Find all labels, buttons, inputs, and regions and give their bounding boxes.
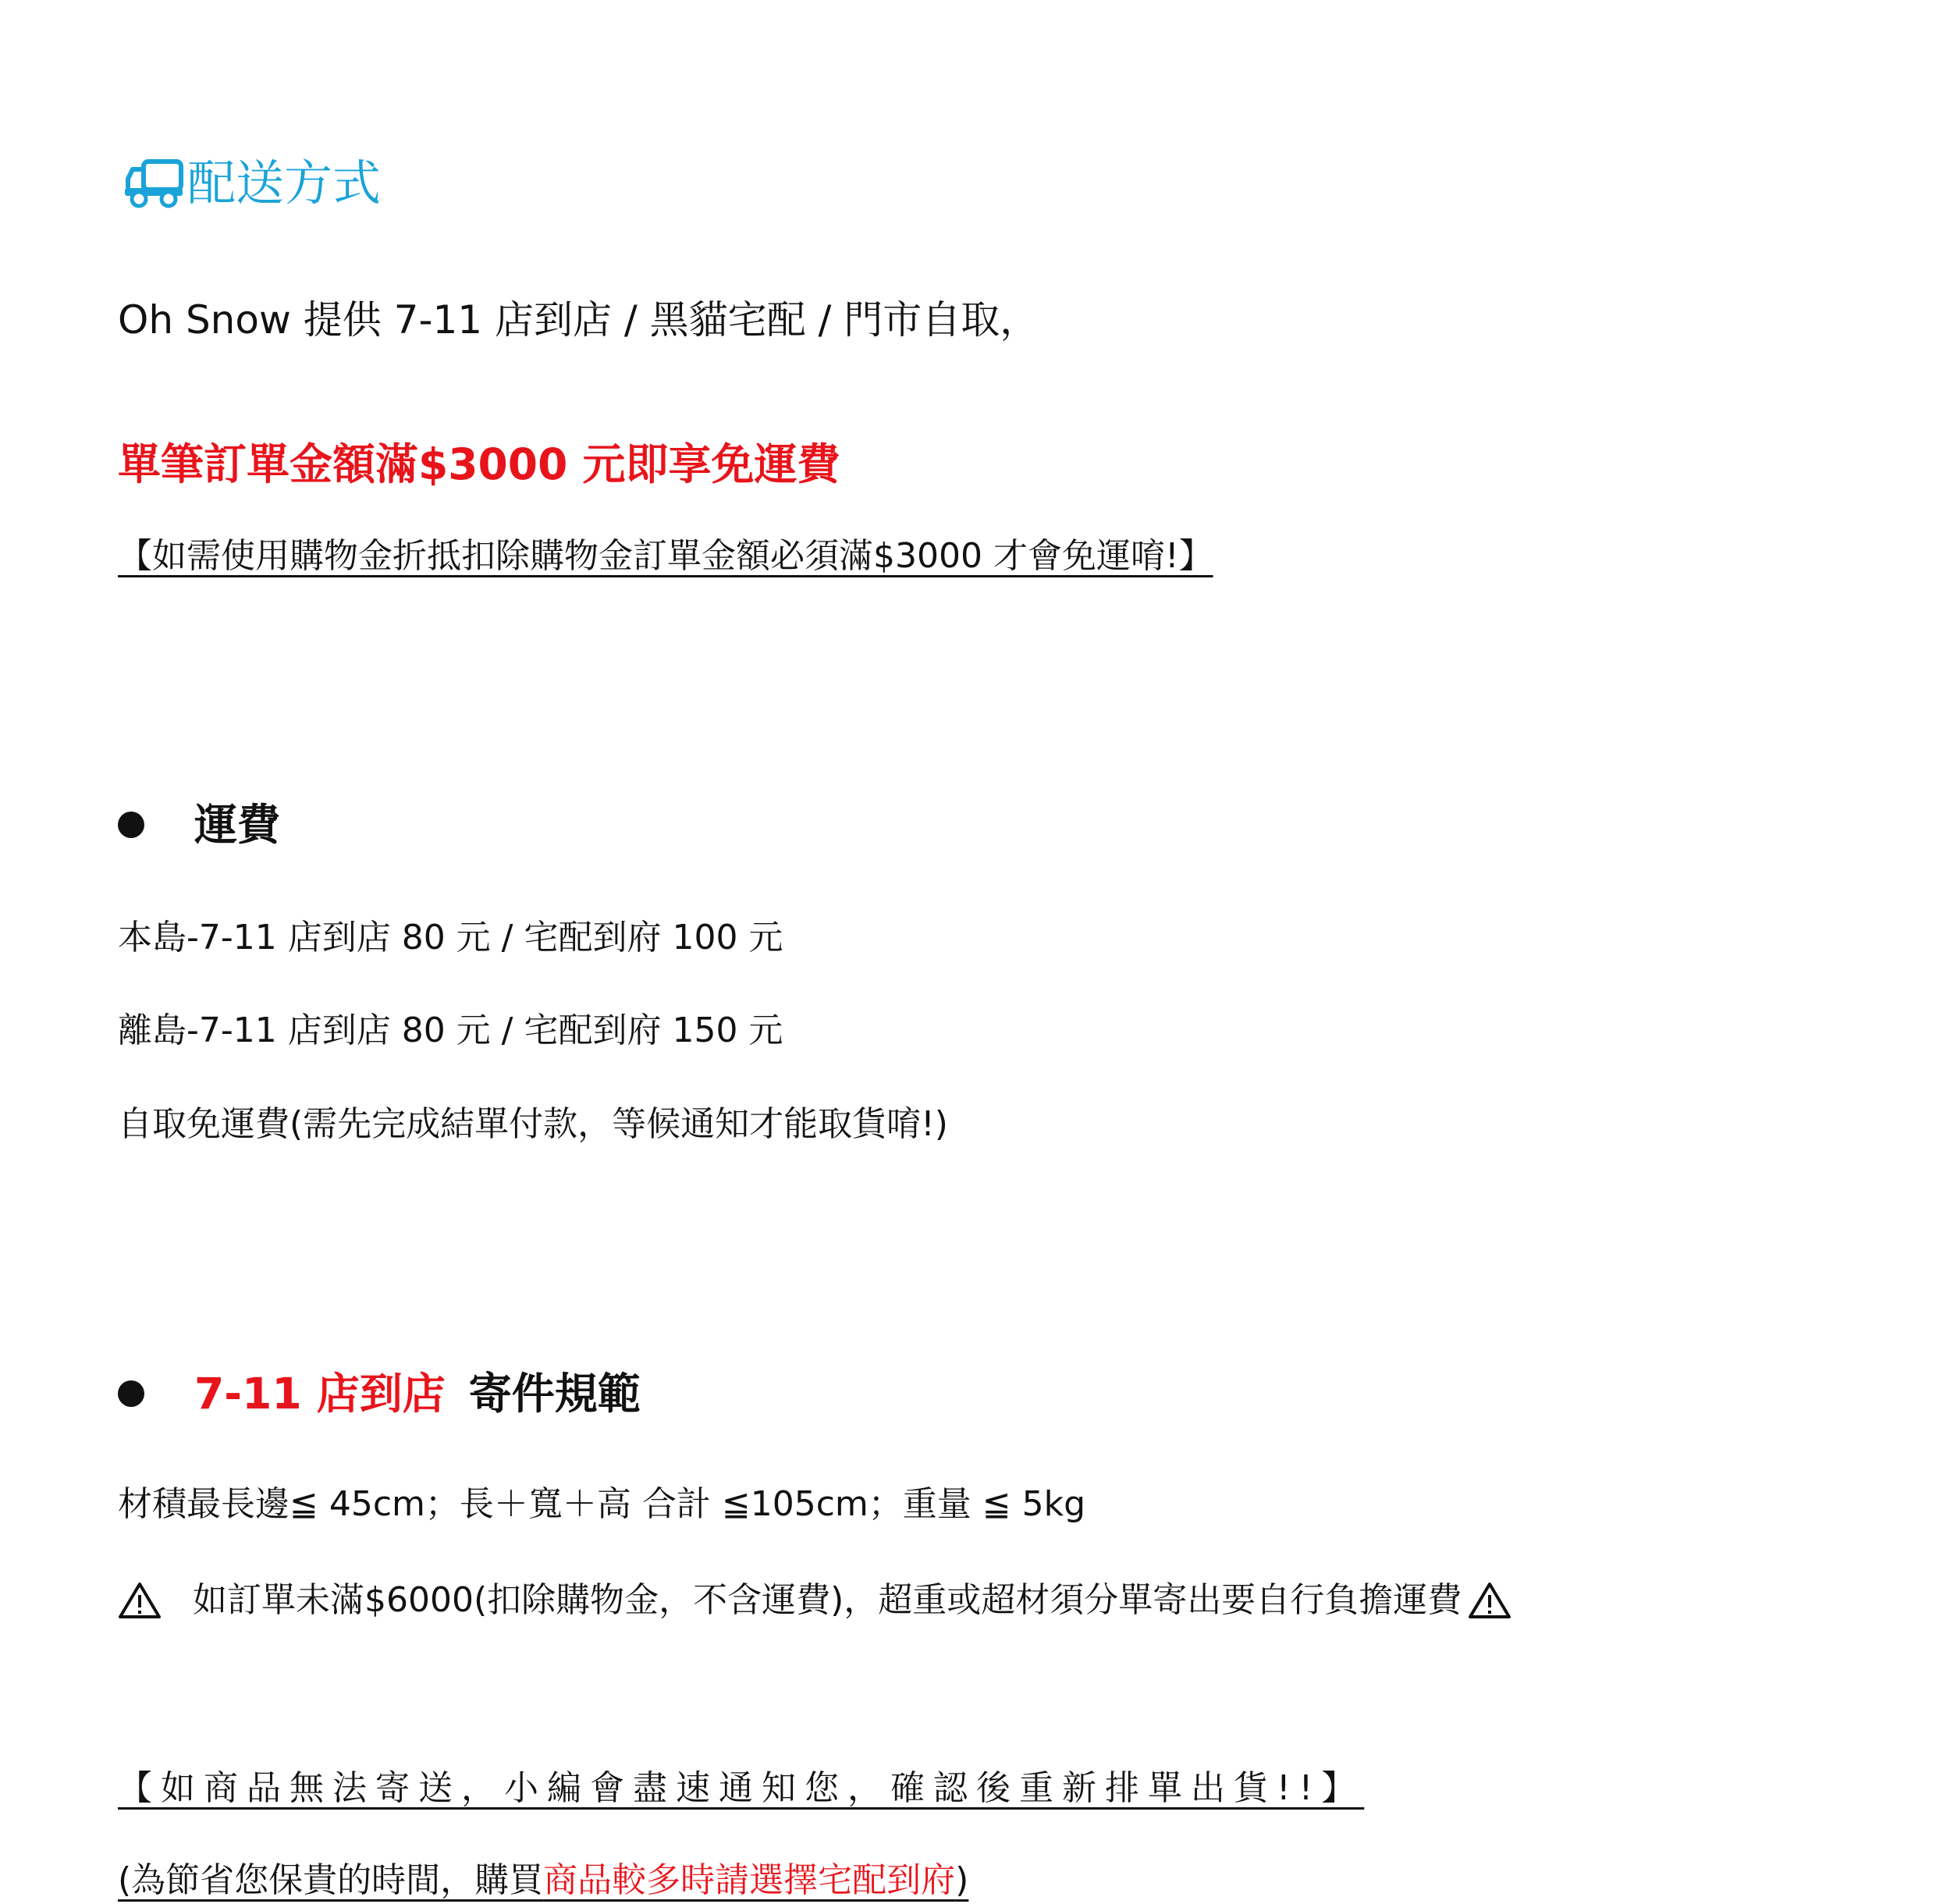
- fee-line-outer-island: 離島-7-11 店到店 80 元 / 宅配到府 150 元: [118, 1011, 783, 1050]
- section-heading: [123, 152, 381, 215]
- warning-icon: [118, 1581, 162, 1620]
- shipping-fee-header: [118, 797, 280, 852]
- bullet-icon: [118, 812, 144, 838]
- warning-text: 如訂單未滿$6000(扣除購物金，不含運費)，超重或超材須分單寄出要自行負擔運費: [193, 1580, 1462, 1620]
- tip-suffix: ): [955, 1860, 969, 1900]
- bullet-icon: [118, 1380, 144, 1407]
- promo-note: 【如需使用購物金折抵扣除購物金訂單金額必須滿$3000 才會免運唷!】: [118, 536, 1213, 576]
- rules-header: [118, 1366, 641, 1421]
- free-shipping-promo: 單筆訂單金額滿$3000 元即享免運費: [118, 439, 840, 489]
- size-limit-text: 材積最長邊≦ 45cm；長＋寬＋高 合計 ≦105cm；重量 ≦ 5kg: [118, 1484, 1086, 1524]
- warning-icon: [1468, 1581, 1512, 1620]
- tip-prefix: (為節省您保貴的時間，購買: [118, 1860, 544, 1900]
- shipping-fee-title: 運費: [194, 800, 281, 850]
- fee-line-pickup: 自取免運費(需先完成結單付款，等候通知才能取貨唷!): [118, 1104, 948, 1144]
- truck-icon: [123, 158, 184, 208]
- rules-title-store: 7-11 店到店: [194, 1369, 446, 1419]
- intro-text: Oh Snow 提供 7-11 店到店 / 黑貓宅配 / 門市自取，: [118, 297, 1039, 343]
- warning-line: [118, 1577, 1512, 1624]
- tip-highlight: 商品較多時請選擇宅配到府: [543, 1860, 956, 1900]
- bulk-order-tip: [118, 1857, 968, 1904]
- rules-title: [194, 1366, 641, 1421]
- fee-line-main-island: 本島-7-11 店到店 80 元 / 宅配到府 100 元: [118, 918, 783, 957]
- unable-to-ship-notice: 【如商品無法寄送，小編會盡速通知您，確認後重新排單出貨!!】: [118, 1768, 1365, 1808]
- rules-title-label: 寄件規範: [468, 1369, 641, 1419]
- page-title: 配送方式: [187, 155, 382, 211]
